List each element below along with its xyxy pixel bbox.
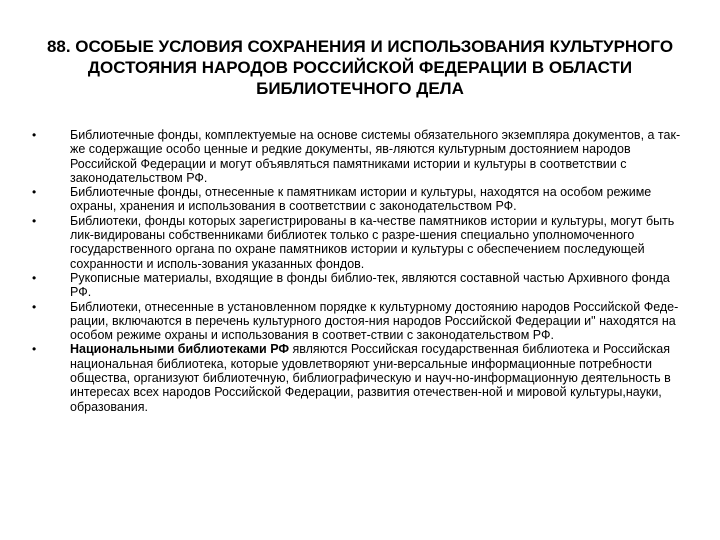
bullet-item [30, 342, 692, 413]
slide-title: 88. ОСОБЫЕ УСЛОВИЯ СОХРАНЕНИЯ И ИСПОЛЬЗОВАНИЯ КУЛЬТУРНОГО ДОСТОЯНИЯ НАРОДОВ РОССИЙСКОЙ ФЕДЕРАЦИИ В ОБЛАСТИ БИБЛИОТЕЧНОГО ДЕЛА [46, 37, 674, 98]
bullet-dot-icon: • [32, 185, 37, 200]
bullet-text: Библиотеки, отнесенные в установленном порядке к культурному достоянию народов Российской Феде-рации, включаются в перечень культурного достоя-ния народов Российской Федерации и" находятся на особом режиме охраны и использования в соответ-ствии с законодательством РФ. [70, 299, 679, 343]
bullet-text: Рукописные материалы, входящие в фонды библио-тек, являются составной частью Архивного фонда РФ. [70, 270, 670, 300]
bullet-text: Библиотечные фонды, отнесенные к памятникам истории и культуры, находятся на особом режиме охраны, хранения и использования в соответствии с законодательством РФ. [70, 185, 652, 214]
bullet-item [30, 300, 692, 343]
bullet-text: являются Российская государственная библиотека и Российская национальная библиотека, которые удовлетворяют уни-версальные информационные потребности общества, организуют библиотечную, библиографическую и науч-но-информационную деятельность в интересах всех народов Российской Федерации, развития отечествен-ной и мировой культуры,науки, образования. [70, 342, 671, 414]
bullet-text: Библиотеки, фонды которых зарегистрированы в ка-честве памятников истории и культуры, могут быть лик-видированы собственниками библиотек только с разре-шения специально уполномоченного государственного органа по охране памятников истории и культуры с обеспечением последующей сохранности и исполь-зования указанных фондов. [70, 213, 675, 271]
bullet-item [30, 128, 692, 185]
bullet-dot-icon: • [32, 342, 37, 357]
bullet-dot-icon: • [32, 270, 37, 285]
bullet-list [30, 128, 692, 414]
bullet-dot-icon: • [32, 213, 37, 228]
bullet-lead-bold: Национальными библиотеками РФ [70, 342, 290, 357]
bullet-dot-icon: • [32, 128, 37, 142]
bullet-text: Библиотечные фонды, комплектуемые на основе системы обязательного экземпляра документов, а так-же содержащие особо ценные и редкие документы, яв-ляются культурным достоянием народов Российской Федерации и могут объявляться памятниками истории и культуры в соответствии с законодательством РФ. [70, 128, 681, 185]
bullet-dot-icon: • [32, 299, 37, 314]
bullet-item [30, 214, 692, 271]
bullet-item [30, 185, 692, 214]
bullet-item [30, 271, 692, 300]
